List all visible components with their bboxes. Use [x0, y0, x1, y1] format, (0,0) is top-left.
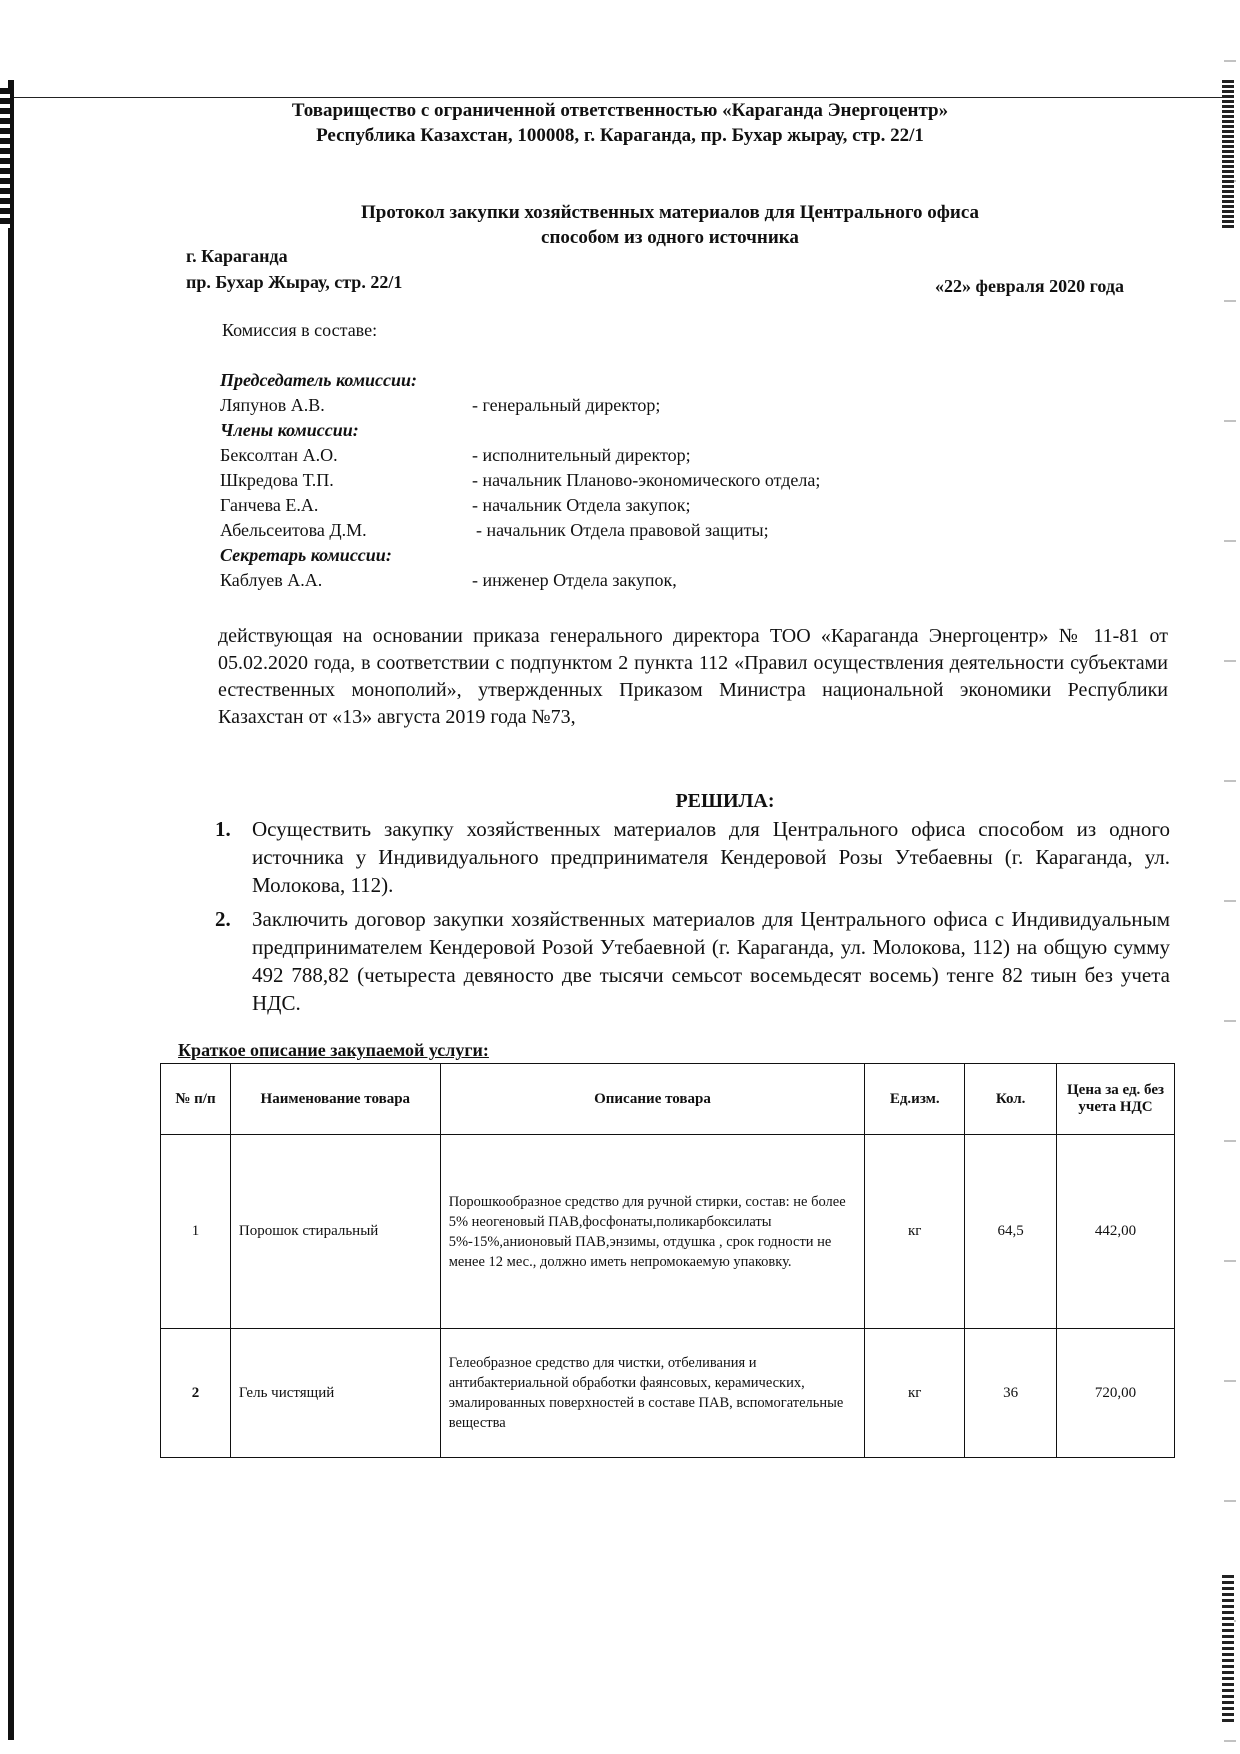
decision-item — [210, 905, 1170, 1017]
decision-text: Заключить договор закупки хозяйственных материалов для Центрального офиса с Индивидуальным предпринимателем Кендеровой Розой Утебаевной (г. Караганда, ул. Молокова, 112) на общую сумму 492 788,82 (четыреста девяносто две тысячи семьсот восемьдесят восемь) тенге 82 тиын без учета НДС. — [252, 907, 1170, 1015]
basis-paragraph: действующая на основании приказа генерального директора ТОО «Караганда Энергоцентр» № 11-81 от 05.02.2020 года, в соответствии с подпунктом 2 пункта 112 «Правил осуществления деятельности субъектами естественных монополий», утвержденных Приказом Министра национальной экономики Республики Казахстан от «13» августа 2019 года №73, — [218, 625, 1168, 728]
member-name: Абельсеитова Д.М. — [220, 520, 367, 540]
cell-unit: кг — [865, 1329, 965, 1458]
place-street: пр. Бухар Жырау, стр. 22/1 — [186, 272, 403, 292]
table-row — [161, 1329, 1175, 1458]
member-name: Шкредова Т.П. — [220, 470, 334, 490]
secretary-heading: Секретарь комиссии: — [220, 545, 392, 565]
organization-name: Товарищество с ограниченной ответственностью «Караганда Энергоцентр» — [291, 100, 949, 121]
member-role: - генеральный директор; — [472, 395, 661, 415]
chair-heading: Председатель комиссии: — [220, 370, 418, 390]
items-table — [160, 1063, 1175, 1458]
cell-price: 720,00 — [1057, 1329, 1175, 1458]
cell-num: 2 — [161, 1329, 231, 1458]
table-row — [161, 1135, 1175, 1329]
header-description: Описание товара — [440, 1064, 865, 1135]
member-role: - начальник Отдела правовой защиты; — [476, 520, 769, 540]
commission-member-row — [220, 568, 1020, 593]
commission-member-row — [220, 518, 1020, 543]
header-unit: Ед.изм. — [865, 1064, 965, 1135]
scan-marks-right-bottom — [1222, 1575, 1234, 1725]
document-date: «22» февраля 2020 года — [935, 276, 1124, 296]
cell-num: 1 — [161, 1135, 231, 1329]
decision-number: 2. — [215, 907, 231, 931]
member-role: - начальник Планово-экономического отдела; — [472, 470, 821, 490]
commission-member-row — [220, 393, 1020, 418]
header-price: Цена за ед. без учета НДС — [1057, 1064, 1175, 1135]
decision-text: Осуществить закупку хозяйственных материалов для Центрального офиса способом из одного источника у Индивидуального предпринимателя Кендеровой Розы Утебаевны (г. Караганда, ул. Молокова, 112). — [252, 817, 1170, 897]
cell-price: 442,00 — [1057, 1135, 1175, 1329]
place-block — [186, 243, 402, 295]
member-name: Ганчева Е.А. — [220, 495, 319, 515]
cell-unit: кг — [865, 1135, 965, 1329]
scan-edge-left — [8, 80, 14, 1740]
commission-member-row — [220, 493, 1020, 518]
members-heading: Члены комиссии: — [220, 420, 359, 440]
member-name: Каблуев А.А. — [220, 570, 323, 590]
cell-qty: 64,5 — [965, 1135, 1057, 1329]
member-name: Ляпунов А.В. — [220, 395, 325, 415]
decided-heading: РЕШИЛА: — [675, 790, 775, 812]
scan-edge-right — [1224, 0, 1236, 1754]
title-line-2: способом из одного источника — [541, 227, 799, 248]
header-name: Наименование товара — [230, 1064, 440, 1135]
place-city: г. Караганда — [186, 246, 288, 266]
member-role: - исполнительный директор; — [472, 445, 691, 465]
header-rule — [14, 97, 1224, 98]
commission-intro: Комиссия в составе: — [222, 320, 378, 340]
commission-member-row — [220, 443, 1020, 468]
title-line-1: Протокол закупки хозяйственных материалов для Центрального офиса — [360, 202, 980, 223]
header-qty: Кол. — [965, 1064, 1057, 1135]
member-role: - начальник Отдела закупок; — [472, 495, 691, 515]
table-caption: Краткое описание закупаемой услуги: — [178, 1040, 489, 1060]
cell-name: Порошок стиральный — [230, 1135, 440, 1329]
commission-member-row — [220, 468, 1020, 493]
organization-address: Республика Казахстан, 100008, г. Караганда, пр. Бухар жырау, стр. 22/1 — [316, 125, 924, 146]
cell-description: Порошкообразное средство для ручной стирки, состав: не более 5% неогеновый ПАВ,фосфонаты,поликарбоксилаты 5%-15%,анионовый ПАВ,энзимы, отдушка , срок годности не менее 12 мес., должно иметь непромокаемую упаковку. — [440, 1135, 865, 1329]
member-role: - инженер Отдела закупок, — [472, 570, 677, 590]
decisions-list — [210, 815, 1170, 1023]
header-num: № п/п — [161, 1064, 231, 1135]
decision-item — [210, 815, 1170, 899]
cell-qty: 36 — [965, 1329, 1057, 1458]
commission-list — [220, 368, 1020, 593]
table-header-row — [161, 1064, 1175, 1135]
cell-description: Гелеобразное средство для чистки, отбеливания и антибактериальной обработки фаянсовых, керамических, эмалированных поверхностей в составе ПАВ, вспомогательные вещества — [440, 1329, 865, 1458]
member-name: Бексолтан А.О. — [220, 445, 338, 465]
decision-number: 1. — [215, 817, 231, 841]
cell-name: Гель чистящий — [230, 1329, 440, 1458]
